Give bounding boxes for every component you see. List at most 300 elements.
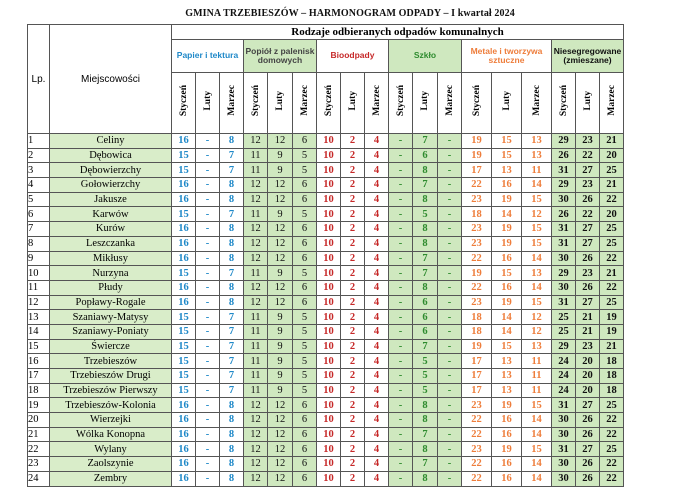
pickup-day-cell: -	[438, 369, 462, 384]
pickup-day-cell: 12	[244, 236, 268, 251]
table-row	[28, 266, 624, 281]
month-label: Marzec	[606, 85, 617, 116]
pickup-day-cell: -	[438, 236, 462, 251]
table-row	[28, 457, 624, 472]
pickup-day-cell: 9	[268, 163, 293, 178]
month-header	[196, 73, 220, 134]
pickup-day-cell: 6	[413, 295, 438, 310]
pickup-day-cell: 11	[522, 369, 552, 384]
pickup-day-cell: 5	[293, 354, 317, 369]
pickup-day-cell: 2	[341, 266, 365, 281]
pickup-day-cell: 7	[220, 310, 244, 325]
pickup-day-cell: -	[196, 163, 220, 178]
pickup-day-cell: -	[389, 383, 413, 398]
pickup-day-cell: 15	[522, 192, 552, 207]
table-row	[28, 383, 624, 398]
pickup-day-cell: 31	[552, 163, 576, 178]
pickup-day-cell: 16	[172, 236, 196, 251]
month-label: Marzec	[299, 85, 310, 116]
pickup-day-cell: 27	[576, 442, 600, 457]
pickup-day-cell: 16	[172, 413, 196, 428]
pickup-day-cell: 18	[462, 310, 492, 325]
pickup-day-cell: 16	[172, 222, 196, 237]
pickup-day-cell: -	[438, 398, 462, 413]
pickup-day-cell: 23	[576, 339, 600, 354]
pickup-day-cell: 15	[522, 442, 552, 457]
row-number: 14	[28, 324, 50, 339]
pickup-day-cell: 2	[341, 295, 365, 310]
pickup-day-cell: 22	[462, 251, 492, 266]
pickup-day-cell: -	[196, 178, 220, 193]
row-number: 17	[28, 369, 50, 384]
pickup-day-cell: 4	[365, 471, 389, 486]
pickup-day-cell: 22	[462, 280, 492, 295]
pickup-day-cell: 12	[268, 398, 293, 413]
pickup-day-cell: 22	[600, 471, 624, 486]
pickup-day-cell: -	[196, 266, 220, 281]
month-label: Luty	[202, 90, 213, 111]
pickup-day-cell: 29	[552, 134, 576, 149]
pickup-day-cell: 25	[600, 236, 624, 251]
pickup-day-cell: 21	[600, 339, 624, 354]
pickup-day-cell: 19	[492, 295, 522, 310]
pickup-day-cell: 12	[268, 442, 293, 457]
row-number: 11	[28, 280, 50, 295]
pickup-day-cell: 6	[293, 134, 317, 149]
pickup-day-cell: 19	[492, 236, 522, 251]
pickup-day-cell: 15	[172, 266, 196, 281]
pickup-day-cell: 16	[172, 134, 196, 149]
pickup-day-cell: 16	[492, 457, 522, 472]
pickup-day-cell: -	[438, 134, 462, 149]
waste-types-header: Rodzaje odbieranych odpadów komunalnych	[172, 25, 624, 40]
pickup-day-cell: 13	[522, 134, 552, 149]
row-number: 21	[28, 427, 50, 442]
pickup-day-cell: -	[196, 339, 220, 354]
pickup-day-cell: 9	[268, 324, 293, 339]
pickup-day-cell: 30	[552, 457, 576, 472]
pickup-day-cell: 2	[341, 339, 365, 354]
pickup-day-cell: 7	[220, 354, 244, 369]
pickup-day-cell: 12	[268, 236, 293, 251]
pickup-day-cell: 8	[220, 442, 244, 457]
pickup-day-cell: -	[196, 134, 220, 149]
pickup-day-cell: -	[438, 310, 462, 325]
pickup-day-cell: 2	[341, 148, 365, 163]
pickup-day-cell: 12	[268, 134, 293, 149]
town-name: Gołowierzchy	[50, 178, 172, 193]
pickup-day-cell: 15	[172, 324, 196, 339]
town-name: Wólka Konopna	[50, 427, 172, 442]
pickup-day-cell: 26	[576, 280, 600, 295]
pickup-day-cell: -	[389, 148, 413, 163]
pickup-day-cell: -	[438, 222, 462, 237]
pickup-day-cell: 11	[244, 354, 268, 369]
pickup-day-cell: 7	[220, 339, 244, 354]
month-header	[462, 73, 492, 134]
pickup-day-cell: 26	[576, 413, 600, 428]
pickup-day-cell: 15	[172, 148, 196, 163]
category-metal-plastic: Metale i tworzywa sztuczne	[462, 40, 552, 73]
pickup-day-cell: -	[438, 295, 462, 310]
pickup-day-cell: -	[196, 310, 220, 325]
month-label: Styczeń	[558, 84, 569, 117]
pickup-day-cell: 15	[172, 354, 196, 369]
table-row	[28, 236, 624, 251]
pickup-day-cell: 6	[293, 280, 317, 295]
pickup-day-cell: -	[196, 354, 220, 369]
pickup-day-cell: -	[389, 280, 413, 295]
pickup-day-cell: 5	[293, 163, 317, 178]
pickup-day-cell: 2	[341, 178, 365, 193]
pickup-day-cell: 21	[576, 310, 600, 325]
row-number: 7	[28, 222, 50, 237]
pickup-day-cell: 27	[576, 222, 600, 237]
pickup-day-cell: 29	[552, 339, 576, 354]
pickup-day-cell: 8	[413, 163, 438, 178]
pickup-day-cell: -	[389, 251, 413, 266]
pickup-day-cell: 8	[220, 413, 244, 428]
table-row	[28, 442, 624, 457]
month-header	[413, 73, 438, 134]
pickup-day-cell: 22	[576, 148, 600, 163]
pickup-day-cell: 4	[365, 310, 389, 325]
pickup-day-cell: 10	[317, 398, 341, 413]
pickup-day-cell: 12	[244, 457, 268, 472]
pickup-day-cell: 8	[220, 427, 244, 442]
pickup-day-cell: 2	[341, 251, 365, 266]
pickup-day-cell: 18	[462, 207, 492, 222]
pickup-day-cell: 15	[522, 222, 552, 237]
pickup-day-cell: 11	[244, 207, 268, 222]
pickup-day-cell: 4	[365, 236, 389, 251]
pickup-day-cell: 22	[462, 413, 492, 428]
pickup-day-cell: 12	[244, 134, 268, 149]
pickup-day-cell: 9	[268, 148, 293, 163]
month-label: Styczeń	[178, 84, 189, 117]
pickup-day-cell: 23	[462, 398, 492, 413]
pickup-day-cell: 8	[413, 192, 438, 207]
pickup-day-cell: 30	[552, 280, 576, 295]
pickup-day-cell: 26	[552, 207, 576, 222]
table-row	[28, 192, 624, 207]
pickup-day-cell: 14	[492, 324, 522, 339]
pickup-day-cell: 21	[600, 266, 624, 281]
pickup-day-cell: 14	[522, 280, 552, 295]
pickup-day-cell: 31	[552, 236, 576, 251]
table-row	[28, 471, 624, 486]
pickup-day-cell: 8	[220, 295, 244, 310]
pickup-day-cell: 12	[244, 295, 268, 310]
pickup-day-cell: 12	[268, 251, 293, 266]
pickup-day-cell: 15	[492, 134, 522, 149]
town-name: Celiny	[50, 134, 172, 149]
pickup-day-cell: 18	[600, 369, 624, 384]
pickup-day-cell: -	[196, 398, 220, 413]
pickup-day-cell: 8	[413, 471, 438, 486]
pickup-day-cell: 19	[462, 266, 492, 281]
town-name: Dębowica	[50, 148, 172, 163]
pickup-day-cell: 21	[600, 134, 624, 149]
pickup-day-cell: 17	[462, 354, 492, 369]
town-name: Karwów	[50, 207, 172, 222]
pickup-day-cell: -	[196, 413, 220, 428]
schedule-body	[28, 134, 624, 487]
pickup-day-cell: 20	[600, 148, 624, 163]
month-label: Marzec	[226, 85, 237, 116]
row-number: 4	[28, 178, 50, 193]
pickup-day-cell: -	[389, 163, 413, 178]
pickup-day-cell: -	[196, 222, 220, 237]
month-header	[317, 73, 341, 134]
pickup-day-cell: 8	[220, 222, 244, 237]
pickup-day-cell: 12	[268, 222, 293, 237]
pickup-day-cell: 4	[365, 280, 389, 295]
pickup-day-cell: 4	[365, 222, 389, 237]
pickup-day-cell: 22	[600, 280, 624, 295]
pickup-day-cell: 12	[522, 324, 552, 339]
pickup-day-cell: -	[389, 413, 413, 428]
pickup-day-cell: 30	[552, 413, 576, 428]
pickup-day-cell: -	[389, 354, 413, 369]
pickup-day-cell: -	[389, 442, 413, 457]
pickup-day-cell: 16	[492, 280, 522, 295]
pickup-day-cell: 5	[293, 148, 317, 163]
pickup-day-cell: 15	[172, 383, 196, 398]
month-header	[341, 73, 365, 134]
pickup-day-cell: 16	[172, 178, 196, 193]
pickup-day-cell: 6	[293, 295, 317, 310]
pickup-day-cell: 10	[317, 134, 341, 149]
pickup-day-cell: 15	[492, 266, 522, 281]
pickup-day-cell: -	[389, 134, 413, 149]
pickup-day-cell: 10	[317, 192, 341, 207]
pickup-day-cell: 10	[317, 383, 341, 398]
pickup-day-cell: 22	[600, 192, 624, 207]
town-name: Nurzyna	[50, 266, 172, 281]
pickup-day-cell: -	[438, 471, 462, 486]
pickup-day-cell: -	[438, 339, 462, 354]
table-row	[28, 310, 624, 325]
month-label: Styczeń	[323, 84, 334, 117]
table-row	[28, 369, 624, 384]
pickup-day-cell: 16	[492, 427, 522, 442]
pickup-day-cell: 12	[244, 222, 268, 237]
pickup-day-cell: 25	[552, 324, 576, 339]
pickup-day-cell: -	[196, 427, 220, 442]
pickup-day-cell: 13	[492, 383, 522, 398]
pickup-day-cell: 9	[268, 339, 293, 354]
pickup-day-cell: 11	[522, 383, 552, 398]
row-number: 10	[28, 266, 50, 281]
pickup-day-cell: -	[196, 383, 220, 398]
pickup-day-cell: 14	[492, 207, 522, 222]
pickup-day-cell: 12	[244, 192, 268, 207]
pickup-day-cell: -	[389, 266, 413, 281]
pickup-day-cell: 19	[492, 398, 522, 413]
pickup-day-cell: -	[196, 251, 220, 266]
pickup-day-cell: 19	[462, 148, 492, 163]
pickup-day-cell: 8	[413, 236, 438, 251]
pickup-day-cell: 9	[268, 354, 293, 369]
pickup-day-cell: -	[389, 427, 413, 442]
pickup-day-cell: 15	[522, 236, 552, 251]
pickup-day-cell: 25	[600, 222, 624, 237]
pickup-day-cell: 22	[462, 178, 492, 193]
pickup-day-cell: 19	[600, 310, 624, 325]
pickup-day-cell: 12	[268, 457, 293, 472]
row-number: 1	[28, 134, 50, 149]
town-name: Wylany	[50, 442, 172, 457]
pickup-day-cell: 7	[220, 383, 244, 398]
pickup-day-cell: -	[438, 192, 462, 207]
pickup-day-cell: 4	[365, 354, 389, 369]
pickup-day-cell: 2	[341, 310, 365, 325]
pickup-day-cell: -	[196, 369, 220, 384]
pickup-day-cell: 15	[522, 295, 552, 310]
pickup-day-cell: 13	[522, 339, 552, 354]
pickup-day-cell: 22	[576, 207, 600, 222]
pickup-day-cell: -	[196, 442, 220, 457]
pickup-day-cell: 8	[413, 442, 438, 457]
pickup-day-cell: 10	[317, 163, 341, 178]
pickup-day-cell: 8	[220, 236, 244, 251]
pickup-day-cell: 8	[413, 398, 438, 413]
table-row	[28, 354, 624, 369]
month-label: Marzec	[371, 85, 382, 116]
pickup-day-cell: 16	[492, 471, 522, 486]
pickup-day-cell: 6	[413, 324, 438, 339]
pickup-day-cell: 31	[552, 398, 576, 413]
pickup-day-cell: -	[389, 369, 413, 384]
month-label: Luty	[582, 90, 593, 111]
pickup-day-cell: -	[196, 207, 220, 222]
pickup-day-cell: -	[438, 324, 462, 339]
pickup-day-cell: 6	[293, 222, 317, 237]
pickup-day-cell: 6	[293, 236, 317, 251]
pickup-day-cell: 10	[317, 413, 341, 428]
pickup-day-cell: 15	[172, 207, 196, 222]
month-header	[600, 73, 624, 134]
pickup-day-cell: -	[389, 398, 413, 413]
pickup-day-cell: -	[438, 413, 462, 428]
pickup-day-cell: -	[438, 163, 462, 178]
pickup-day-cell: 11	[244, 369, 268, 384]
pickup-day-cell: 6	[293, 192, 317, 207]
pickup-day-cell: 11	[522, 354, 552, 369]
pickup-day-cell: 10	[317, 222, 341, 237]
row-number: 6	[28, 207, 50, 222]
pickup-day-cell: 20	[576, 383, 600, 398]
pickup-day-cell: -	[438, 207, 462, 222]
pickup-day-cell: 16	[172, 251, 196, 266]
pickup-day-cell: 8	[220, 178, 244, 193]
table-row	[28, 427, 624, 442]
pickup-day-cell: 10	[317, 369, 341, 384]
pickup-day-cell: 16	[172, 457, 196, 472]
month-header	[389, 73, 413, 134]
town-name: Trzebieszów Pierwszy	[50, 383, 172, 398]
pickup-day-cell: 7	[413, 339, 438, 354]
pickup-day-cell: 10	[317, 236, 341, 251]
pickup-day-cell: 2	[341, 354, 365, 369]
pickup-day-cell: -	[389, 222, 413, 237]
town-name: Trzebieszów	[50, 354, 172, 369]
pickup-day-cell: 19	[600, 324, 624, 339]
pickup-day-cell: 10	[317, 457, 341, 472]
pickup-day-cell: 13	[492, 163, 522, 178]
pickup-day-cell: 2	[341, 280, 365, 295]
pickup-day-cell: 10	[317, 471, 341, 486]
pickup-day-cell: 13	[492, 369, 522, 384]
pickup-day-cell: 6	[413, 310, 438, 325]
pickup-day-cell: 9	[268, 266, 293, 281]
pickup-day-cell: 19	[462, 134, 492, 149]
pickup-day-cell: 2	[341, 222, 365, 237]
pickup-day-cell: 9	[268, 369, 293, 384]
table-row	[28, 163, 624, 178]
pickup-day-cell: 10	[317, 178, 341, 193]
pickup-day-cell: 2	[341, 457, 365, 472]
pickup-day-cell: 4	[365, 324, 389, 339]
pickup-day-cell: 16	[172, 280, 196, 295]
pickup-day-cell: 7	[413, 457, 438, 472]
table-row	[28, 413, 624, 428]
pickup-day-cell: -	[438, 148, 462, 163]
pickup-day-cell: 20	[576, 369, 600, 384]
pickup-day-cell: 12	[268, 192, 293, 207]
pickup-day-cell: 12	[244, 427, 268, 442]
month-header	[438, 73, 462, 134]
pickup-day-cell: -	[196, 280, 220, 295]
row-number: 20	[28, 413, 50, 428]
pickup-day-cell: 8	[220, 457, 244, 472]
town-name: Trzebieszów-Kolonia	[50, 398, 172, 413]
pickup-day-cell: 16	[172, 471, 196, 486]
pickup-day-cell: 10	[317, 207, 341, 222]
row-number: 13	[28, 310, 50, 325]
pickup-day-cell: 22	[462, 457, 492, 472]
pickup-day-cell: 4	[365, 413, 389, 428]
town-name: Dębowierzchy	[50, 163, 172, 178]
month-label: Luty	[420, 90, 430, 111]
pickup-day-cell: 14	[522, 427, 552, 442]
pickup-day-cell: 10	[317, 280, 341, 295]
pickup-day-cell: 23	[462, 192, 492, 207]
row-number: 8	[28, 236, 50, 251]
pickup-day-cell: 7	[413, 134, 438, 149]
pickup-day-cell: 4	[365, 192, 389, 207]
table-row	[28, 148, 624, 163]
pickup-day-cell: 25	[600, 398, 624, 413]
town-name: Świercze	[50, 339, 172, 354]
pickup-day-cell: 25	[600, 295, 624, 310]
pickup-day-cell: 26	[576, 427, 600, 442]
pickup-day-cell: -	[196, 324, 220, 339]
pickup-day-cell: 24	[552, 369, 576, 384]
town-name: Zembry	[50, 471, 172, 486]
table-row	[28, 339, 624, 354]
pickup-day-cell: 4	[365, 134, 389, 149]
pickup-day-cell: 5	[293, 207, 317, 222]
pickup-day-cell: 11	[244, 148, 268, 163]
pickup-day-cell: 30	[552, 471, 576, 486]
pickup-day-cell: 4	[365, 207, 389, 222]
pickup-day-cell: 15	[172, 339, 196, 354]
pickup-day-cell: 8	[413, 222, 438, 237]
pickup-day-cell: 23	[462, 442, 492, 457]
pickup-day-cell: -	[196, 236, 220, 251]
